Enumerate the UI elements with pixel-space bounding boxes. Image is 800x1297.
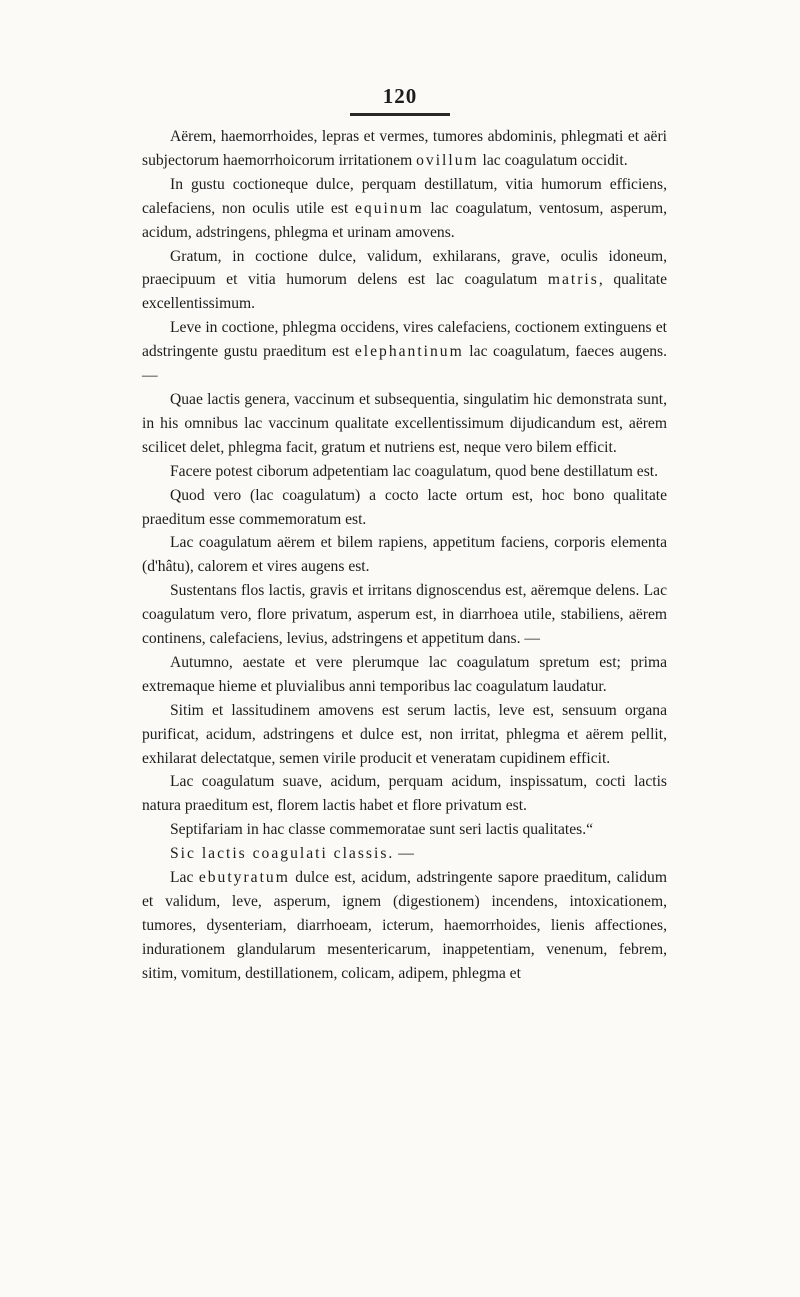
text-run: Lac: [170, 869, 199, 887]
text-run: Facere potest ciborum adpetentiam lac coagulatum, quod bene destillatum est.: [170, 462, 659, 480]
paragraph: [142, 460, 667, 484]
paragraph: [142, 818, 667, 842]
paragraph: [142, 125, 667, 173]
text-run: dulce est, acidum, adstringente sapore praeditum, calidum et validum, leve, asperum, ignem (digestionem) incendens, intoxicationem, tumores, dysenteriam, diarrhoeam, icterum, haemorrhoides, lienis affectiones, indurationem glandularum mesentericarum, inappetentiam, venenum, febrem, sitim, vomitum, destillationem, colicam, adipem, phlegma et: [142, 869, 667, 982]
header-rule: [350, 113, 450, 116]
text-run: Gratum, in coctione dulce, validum, exhilarans, grave, oculis idoneum, praecipuum et vitia humorum delens est lac coagulatum: [142, 247, 667, 289]
text-run: Sustentans flos lactis, gravis et irritans dignoscendus est, aëremque delens. Lac coagulatum vero, flore privatum, asperum est, in diarrhoea utile, stabiliens, aërem continens, calefaciens, levius, adstringens et appetitum dans. —: [142, 582, 667, 648]
text-run: lac coagulatum, faeces augens. —: [142, 343, 668, 385]
text-run: Sitim et lassitudinem amovens est serum lactis, leve est, sensuum organa purificat, acidum, adstringens et dulce est, non irritat, phlegma et aërem pellit, exhilarat delectatque, semen virile producit et veneratam cupidinem efficit.: [142, 701, 667, 767]
body-text: [142, 125, 667, 986]
paragraph: [142, 484, 667, 532]
text-run: Quod vero (lac coagulatum) a cocto lacte ortum est, hoc bono qualitate praeditum esse commemoratum est.: [142, 486, 667, 528]
spaced-term: matris: [547, 271, 599, 289]
spaced-term: ovillum: [416, 151, 479, 169]
page-number: 120: [382, 84, 418, 108]
paragraph: [142, 579, 667, 651]
text-run: lac coagulatum, ventosum, asperum, acidum, adstringens, phlegma et urinam amovens.: [142, 199, 667, 241]
text-run: Aërem, haemorrhoides, lepras et vermes, tumores abdominis, phlegmati et aëri subjectorum haemorrhoicorum irritationem: [142, 128, 667, 169]
text-run: Autumno, aestate et vere plerumque lac coagulatum spretum est; prima extremaque hieme et pluvialibus anni temporibus lac coagulatum laudatur.: [142, 653, 667, 695]
text-run: Septifariam in hac classe commemoratae sunt seri lactis qualitates.“: [170, 821, 594, 839]
text-run: Lac coagulatum suave, acidum, perquam acidum, inspissatum, cocti lactis natura praeditum est, florem lactis habet et flore privatum est.: [142, 773, 667, 815]
text-run: Quae lactis genera, vaccinum et subsequentia, singulatim hic demonstrata sunt, in his omnibus lac vaccinum qualitate excellentissimum dijudicandum est, aërem scilicet delet, phlegma facit, gratum et nutriens est, neque vero bilem efficit.: [142, 390, 667, 456]
text-run: Leve in coctione, phlegma occidens, vires calefaciens, coctionem extinguens et adstringente gustu praeditum est: [142, 319, 667, 361]
paragraph: [142, 173, 667, 245]
paragraph: [142, 388, 667, 460]
spaced-term: Sic lactis coagulati classis.: [170, 845, 395, 863]
paragraph: [142, 531, 667, 579]
paragraph: [142, 316, 667, 388]
text-run: In gustu coctioneque dulce, perquam destillatum, vitia humorum efficiens, calefaciens, non oculis utile est: [142, 175, 667, 217]
paragraph: [142, 245, 667, 317]
text-run: —: [394, 845, 414, 863]
spaced-term: elephantinum: [354, 343, 464, 361]
text-run: Lac coagulatum aërem et bilem rapiens, appetitum faciens, corporis elementa (d'hâtu), calorem et vires augens est.: [142, 534, 667, 576]
text-run: , qualitate excellentissimum.: [142, 271, 667, 313]
spaced-term: equinum: [355, 199, 424, 217]
paragraph: [142, 866, 667, 986]
text-run: lac coagulatum occidit.: [478, 151, 628, 169]
paragraph: [142, 651, 667, 699]
spaced-term: ebutyratum: [198, 869, 290, 887]
paragraph: [142, 699, 667, 771]
paragraph: [142, 842, 667, 866]
paragraph: [142, 770, 667, 818]
